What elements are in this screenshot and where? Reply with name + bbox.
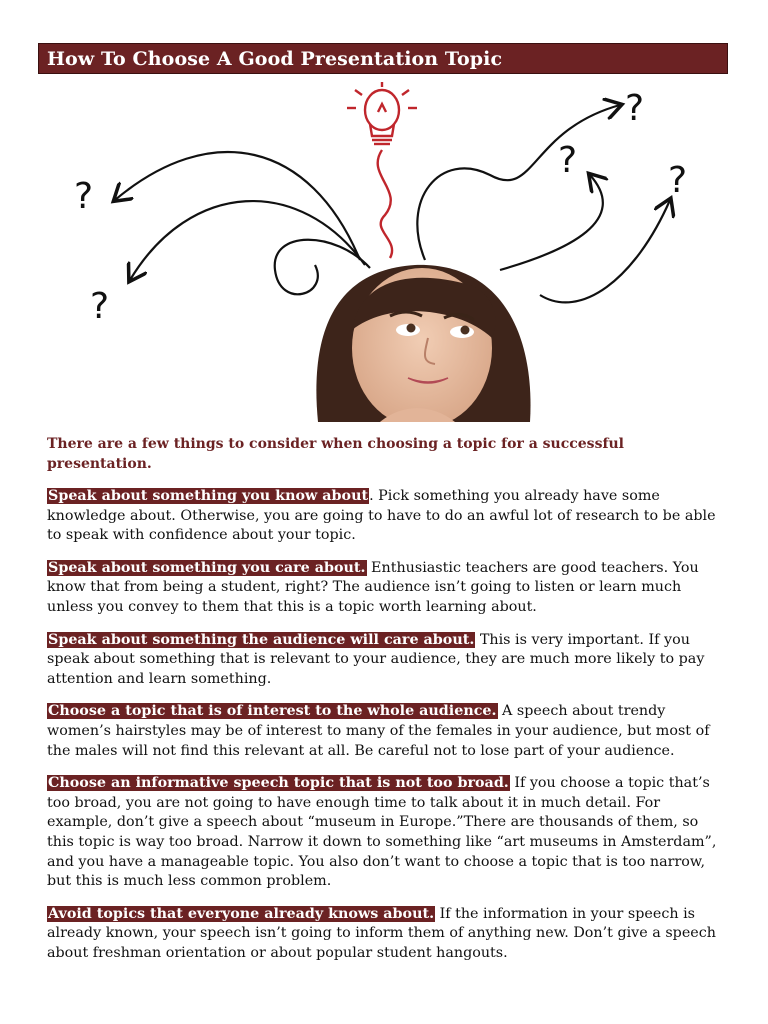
tip-heading: Speak about something you care about. xyxy=(48,559,366,576)
tip-heading: Choose a topic that is of interest to the whole audience. xyxy=(48,703,497,720)
tip-item xyxy=(47,774,727,892)
tip-item xyxy=(47,631,727,690)
woman-portrait xyxy=(316,265,530,422)
tip-heading: Speak about something the audience will care about. xyxy=(48,631,475,648)
title-bar xyxy=(38,43,728,74)
tip-heading: Avoid topics that everyone already knows about. xyxy=(48,905,435,922)
lightbulb-icon xyxy=(347,82,417,258)
tip-item xyxy=(47,559,727,618)
question-mark-icon: ? xyxy=(74,176,94,217)
tip-body: If the information in your speech is already known, your speech isn’t going to inform them of anything new. Don’t give a speech about freshman orientation or about popular student hangouts. xyxy=(47,905,716,961)
question-mark-icon: ? xyxy=(668,160,688,201)
thinking-woman-illustration xyxy=(60,80,710,422)
tip-heading: Speak about something you know about xyxy=(48,488,369,504)
page-title: How To Choose A Good Presentation Topic xyxy=(47,47,503,70)
tip-item xyxy=(47,702,727,761)
tip-heading: Choose an informative speech topic that is not too broad. xyxy=(48,775,509,792)
tip-body: If you choose a topic that’s too broad, you are not going to have enough time to talk about it in much detail. For example, don’t give a speech about “museum in Europe.”There are thousands of them, so this topic is way too broad. Narrow it down to something like “art museums in Amsterdam”, and you have a manageable topic. You also don’t want to choose a topic that is too narrow, but this is much less common problem. xyxy=(47,775,717,890)
tip-body: A speech about trendy women’s hairstyles may be of interest to many of the females in your audience, but most of the males will not find this relevant at all. Be careful not to lose part of your audience. xyxy=(47,703,710,759)
question-mark-icon: ? xyxy=(90,286,110,327)
tip-item xyxy=(47,487,727,546)
tip-body: This is very important. If you speak about something that is relevant to your audience, they are much more likely to pay attention and learn something. xyxy=(47,631,705,687)
intro-text: There are a few things to consider when choosing a topic for a successful presentation. xyxy=(47,436,624,472)
question-mark-icon: ? xyxy=(625,88,645,129)
tip-body: Enthusiastic teachers are good teachers. You know that from being a student, right? The audience isn’t going to listen or learn much unless you convey to them that this is a topic worth learning about. xyxy=(47,559,699,615)
tip-item xyxy=(47,905,727,964)
question-mark-icon: ? xyxy=(558,140,578,181)
tip-body: . Pick something you already have some knowledge about. Otherwise, you are going to have to do an awful lot of research to be able to speak with confidence about your topic. xyxy=(47,488,716,544)
tips-list xyxy=(47,487,727,976)
